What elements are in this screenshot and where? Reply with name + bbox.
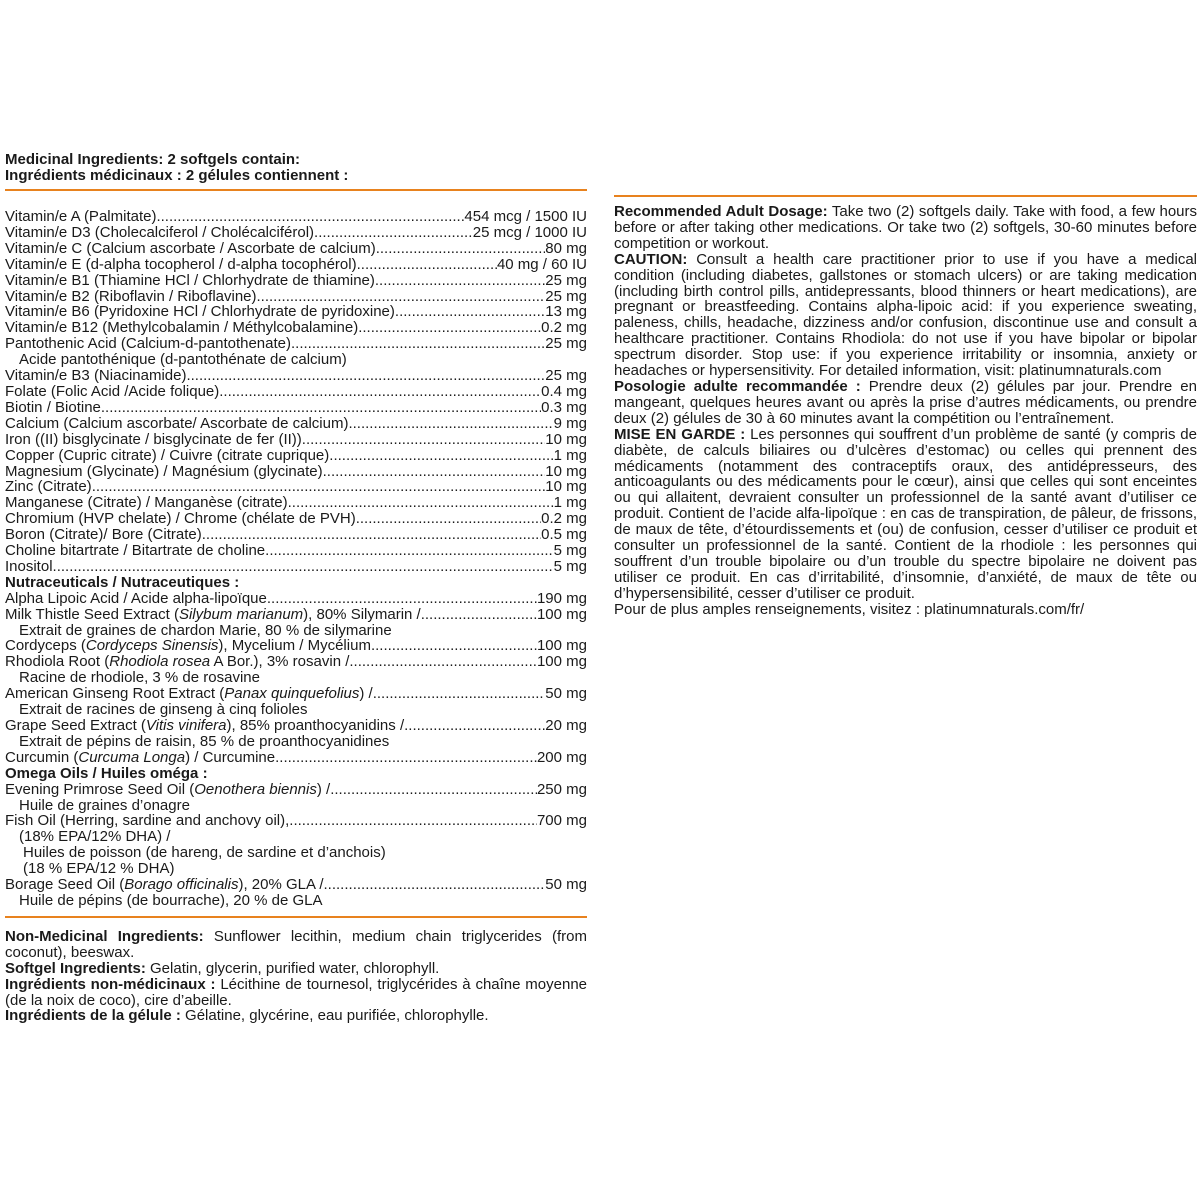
ingredient-name: Cordyceps (Cordyceps Sinensis), Mycelium / Mycélium <box>5 637 371 655</box>
omega-row <box>5 782 587 798</box>
leader-dots <box>156 209 464 225</box>
nutraceutical-row <box>5 686 587 702</box>
ingredient-name: Grape Seed Extract (Vitis vinifera), 85% proanthocyanidins / <box>5 717 405 734</box>
ingredient-amount: 100 mg <box>536 637 587 655</box>
ingredient-amount: 10 mg <box>545 430 587 448</box>
ingredient-list <box>5 209 587 575</box>
leader-dots <box>375 273 545 289</box>
ingredient-amount: 190 mg <box>536 589 587 607</box>
ingredient-name: Evening Primrose Seed Oil (Oenothera biennis) / <box>5 780 331 798</box>
omega-row <box>5 813 587 829</box>
nutraceuticals-heading: Nutraceuticals / Nutraceutiques : <box>5 573 240 591</box>
ingredient-row <box>5 511 587 527</box>
ingredient-row <box>5 527 587 543</box>
ingredient-name: Vitamin/e B2 (Riboflavin / Riboflavine) <box>5 287 257 305</box>
nutraceutical-row <box>5 750 587 766</box>
ingredient-name: Vitamin/e B3 (Niacinamide) <box>5 367 187 385</box>
ingredient-amount: 454 mcg / 1500 IU <box>464 208 587 225</box>
ingredients-column <box>5 152 587 1024</box>
caution-label: CAUTION: <box>614 250 688 268</box>
leader-dots <box>202 527 541 543</box>
leader-dots <box>101 400 541 416</box>
dosage-text: Take two (2) softgels daily. Take with food, a few hours before or after taking other medications. Or take two (2) softgels, 30-60 minutes before competition or workout. <box>614 203 1197 252</box>
caution-text: Consult a health care practitioner prior to use if you have a medical condition (including diabetes, gallstones or stomach ulcers) or are taking medication (including birth control pills, antidepressants, blood thinners or heart medications), are pregnant or breastfeeding. Contains alpha-lipoic acid: if you experience sweating, paleness, chills, headache, dizziness and/or confusion, discontinue use and consult a healthcare practitioner. Contains Rhodiola: do not use if you have bipolar or bipolar spectrum disorder. Stop use: if you experience irritability or insomnia, anxiety or headaches or hypersensitivity. For detailed information, visit: platinumnaturals.com <box>614 250 1197 380</box>
caution-label-fr: MISE EN GARDE : <box>614 425 746 443</box>
ingredient-row <box>5 559 587 575</box>
ingredient-amount: 9 mg <box>553 414 587 432</box>
leader-dots <box>376 241 546 257</box>
ingredient-amount: 200 mg <box>536 748 587 766</box>
ingredient-amount: 250 mg <box>536 780 587 798</box>
ingredient-amount: 50 mg <box>545 685 587 703</box>
non-medicinal-block <box>5 929 587 1024</box>
ingredient-name: Zinc (Citrate) <box>5 478 92 496</box>
ingredient-subline: Huile de pépins (de bourrache), 20 % de GLA <box>19 891 323 909</box>
caution-en <box>614 252 1197 379</box>
leader-dots <box>349 654 537 670</box>
leader-dots <box>314 225 473 241</box>
softgel-label-fr: Ingrédients de la gélule : <box>5 1007 181 1025</box>
leader-dots <box>323 464 546 480</box>
nutraceutical-row <box>5 638 587 654</box>
ingredient-name: Inositol <box>5 557 53 575</box>
leader-dots <box>329 448 553 464</box>
nutraceutical-row <box>5 654 587 670</box>
ingredient-amount: 10 mg <box>545 462 587 480</box>
leader-dots <box>288 495 554 511</box>
ingredient-amount: 25 mcg / 1000 IU <box>472 223 587 241</box>
leader-dots <box>53 559 554 575</box>
leader-dots <box>92 479 546 495</box>
ingredient-amount: 700 mg <box>536 812 587 830</box>
ingredient-row <box>5 543 587 559</box>
non-medicinal-fr <box>5 977 587 1009</box>
ingredient-subline: Extrait de pépins de raisin, 85 % de proanthocyanidines <box>19 732 390 750</box>
ingredient-amount: 100 mg <box>536 653 587 671</box>
softgel-ingredients-en <box>5 961 587 977</box>
ingredient-name: Vitamin/e D3 (Cholecalciferol / Cholécalciférol) <box>5 223 315 241</box>
ingredient-row <box>5 336 587 352</box>
ingredient-amount: 5 mg <box>553 557 587 575</box>
leader-dots <box>219 384 541 400</box>
leader-dots <box>371 638 537 654</box>
ingredient-name: Copper (Cupric citrate) / Cuivre (citrate cuprique) <box>5 446 330 464</box>
leader-dots <box>291 336 545 352</box>
ingredient-subline: (18% EPA/12% DHA) / <box>19 828 171 846</box>
ingredient-row <box>5 320 587 336</box>
leader-dots <box>404 718 545 734</box>
ingredient-subline: Extrait de racines de ginseng à cinq folioles <box>19 701 308 719</box>
nutraceutical-row <box>5 591 587 607</box>
ingredient-subline: Extrait de graines de chardon Marie, 80 % de silymarine <box>19 621 392 639</box>
dosage-text-fr: Prendre deux (2) gélules par jour. Prendre en mangeant, quelques heures avant ou après la prise d’autres médicaments, ou prendre deux (2) gélules de 30 à 60 minutes avant la compétition ou l’entraînement. <box>614 377 1197 427</box>
ingredient-amount: 25 mg <box>545 367 587 385</box>
ingredient-name: Iron ((II) bisglycinate / bisglycinate de fer (II)) <box>5 430 302 448</box>
medicinal-header-en: Medicinal Ingredients: 2 softgels contain: <box>5 151 301 168</box>
ingredient-row <box>5 304 587 320</box>
leader-dots <box>358 320 541 336</box>
medicinal-header-fr: Ingrédients médicinaux : 2 gélules contiennent : <box>5 167 349 184</box>
caution-text-fr: Les personnes qui souffrent d’un problème de santé (y compris de diabète, de calculs biliaires ou d’ulcères d’estomac) ou celles qui prennent des médicaments (notamment des contraceptifs oraux, des antidépresseurs, des anticoagulants ou des médicaments pour le cœur), ainsi que celles qui sont enceintes ou qui allaitent, devraient consulter un professionnel de la santé avant d’utiliser ce produit. Contient de l’acide alfa-lipoïque : en cas de transpiration, de pâleur, de frissons, de maux de tête, d’étourdissements et (ou) de confusion, cesser d’utiliser ce produit et consulter un professionnel de la santé. Contient de la rhodiole : les personnes qui souffrent d’un trouble bipolaire ou d’un trouble du spectre bipolaire ne doivent pas utiliser ce produit. En cas d’irritabilité, d’insomnie, d’anxiété, de maux de tête ou d’hypersensibilité, cesser d’utiliser ce produit. <box>614 425 1197 602</box>
nutraceutical-list <box>5 591 587 766</box>
ingredient-subline: (18 % EPA/12 % DHA) <box>23 860 175 878</box>
ingredient-row <box>5 479 587 495</box>
non-medicinal-en <box>5 929 587 961</box>
ingredient-amount: 80 mg <box>545 239 587 257</box>
ingredient-amount: 20 mg <box>545 717 587 734</box>
ingredient-amount: 1 mg <box>553 446 587 464</box>
non-medicinal-text: Sunflower lecithin, medium chain triglycerides (from coconut), beeswax. <box>5 927 587 961</box>
directions-column <box>614 195 1197 618</box>
non-medicinal-text-fr: Lécithine de tournesol, triglycérides à chaîne moyenne (de la noix de coco), cire d’abeille. <box>5 975 588 1009</box>
non-medicinal-label: Non-Medicinal Ingredients: <box>5 927 204 945</box>
ingredient-amount: 40 mg / 60 IU <box>496 255 587 273</box>
ingredient-row <box>5 432 587 448</box>
ingredient-name: Vitamin/e B12 (Methylcobalamin / Méthylcobalamine) <box>5 319 359 337</box>
leader-dots <box>356 511 541 527</box>
ingredient-name: Vitamin/e A (Palmitate) <box>5 208 157 225</box>
ingredient-amount: 100 mg <box>536 605 587 623</box>
leader-dots <box>373 686 546 702</box>
ingredient-amount: 13 mg <box>545 303 587 321</box>
leader-dots <box>186 368 545 384</box>
ingredient-name: Manganese (Citrate) / Manganèse (citrate) <box>5 494 288 512</box>
softgel-ingredients-fr <box>5 1008 587 1024</box>
nutraceutical-row <box>5 718 587 734</box>
ingredient-row <box>5 416 587 432</box>
omega-row <box>5 877 587 893</box>
ingredient-amount: 5 mg <box>553 542 587 560</box>
softgel-text: Gelatin, glycerin, purified water, chlorophyll. <box>145 959 440 977</box>
ingredient-name: Biotin / Biotine <box>5 398 101 416</box>
ingredient-row <box>5 464 587 480</box>
ingredient-subline: Racine de rhodiole, 3 % de rosavine <box>19 669 260 687</box>
dosage-en <box>614 204 1197 252</box>
leader-dots <box>357 257 497 273</box>
leader-dots <box>324 877 546 893</box>
orange-divider <box>5 916 587 918</box>
ingredient-name: Choline bitartrate / Bitartrate de choline <box>5 542 266 560</box>
omega-list <box>5 782 587 909</box>
ingredient-amount: 10 mg <box>545 478 587 496</box>
ingredient-row <box>5 384 587 400</box>
ingredient-amount: 1 mg <box>553 494 587 512</box>
ingredient-name: Chromium (HVP chelate) / Chrome (chélate de PVH) <box>5 510 356 528</box>
caution-fr <box>614 427 1197 602</box>
nutraceutical-row <box>5 607 587 623</box>
ingredient-row <box>5 400 587 416</box>
ingredient-name: Magnesium (Glycinate) / Magnésium (glycinate) <box>5 462 323 480</box>
directions-block <box>614 204 1197 618</box>
ingredient-name: Fish Oil (Herring, sardine and anchovy oil), <box>5 812 290 830</box>
ingredient-subline: Huile de graines d’onagre <box>19 796 190 814</box>
ingredient-row <box>5 257 587 273</box>
ingredient-subline: Huiles de poisson (de hareng, de sardine et d’anchois) <box>23 844 386 862</box>
ingredient-amount: 25 mg <box>545 287 587 305</box>
ingredient-amount: 25 mg <box>545 271 587 289</box>
ingredient-name: Vitamin/e E (d-alpha tocopherol / d-alpha tocophérol) <box>5 255 357 273</box>
ingredient-name: Curcumin (Curcuma Longa) / Curcumine <box>5 748 276 766</box>
ingredient-row <box>5 495 587 511</box>
ingredient-row <box>5 241 587 257</box>
dosage-fr <box>614 379 1197 427</box>
ingredient-name: Calcium (Calcium ascorbate/ Ascorbate de calcium) <box>5 414 349 432</box>
ingredient-amount: 0.5 mg <box>541 526 587 544</box>
leader-dots <box>265 543 553 559</box>
ingredient-name: American Ginseng Root Extract (Panax quinquefolius) / <box>5 685 373 703</box>
non-medicinal-label-fr: Ingrédients non-médicinaux : <box>5 975 216 993</box>
leader-dots <box>421 607 537 623</box>
ingredient-row <box>5 273 587 289</box>
leader-dots <box>275 750 537 766</box>
softgel-label: Softgel Ingredients: <box>5 959 146 977</box>
ingredient-row <box>5 448 587 464</box>
ingredient-name: Alpha Lipoic Acid / Acide alpha-lipoïque <box>5 589 267 607</box>
ingredient-amount: 0.2 mg <box>541 319 587 337</box>
ingredient-name: Folate (Folic Acid /Acide folique) <box>5 382 220 400</box>
ingredient-amount: 25 mg <box>545 335 587 353</box>
ingredient-name: Vitamin/e C (Calcium ascorbate / Ascorbate de calcium) <box>5 239 376 257</box>
ingredient-amount: 50 mg <box>545 876 587 894</box>
ingredient-row <box>5 225 587 241</box>
softgel-text-fr: Gélatine, glycérine, eau purifiée, chlorophylle. <box>180 1007 489 1025</box>
ingredient-amount: 0.2 mg <box>541 510 587 528</box>
ingredient-row <box>5 209 587 225</box>
ingredient-name: Vitamin/e B1 (Thiamine HCl / Chlorhydrate de thiamine) <box>5 271 375 289</box>
ingredient-amount: 0.4 mg <box>541 382 587 400</box>
leader-dots <box>302 432 546 448</box>
leader-dots <box>395 304 545 320</box>
leader-dots <box>267 591 537 607</box>
leader-dots <box>348 416 553 432</box>
omega-heading: Omega Oils / Huiles oméga : <box>5 764 208 782</box>
ingredient-subline: Acide pantothénique (d-pantothénate de calcium) <box>19 351 347 369</box>
more-info-fr: Pour de plus amples renseignements, visitez : platinumnaturals.com/fr/ <box>614 600 1085 618</box>
ingredient-name: Milk Thistle Seed Extract (Silybum marianum), 80% Silymarin / <box>5 605 421 623</box>
orange-divider <box>5 189 587 191</box>
leader-dots <box>289 813 537 829</box>
ingredient-name: Rhodiola Root (Rhodiola rosea A Bor.), 3% rosavin / <box>5 653 350 671</box>
leader-dots <box>330 782 537 798</box>
ingredient-name: Vitamin/e B6 (Pyridoxine HCl / Chlorhydrate de pyridoxine) <box>5 303 395 321</box>
orange-divider <box>614 195 1197 197</box>
ingredient-name: Boron (Citrate)/ Bore (Citrate) <box>5 526 202 544</box>
dosage-label: Recommended Adult Dosage: <box>614 203 828 220</box>
ingredient-name: Borage Seed Oil (Borago officinalis), 20% GLA / <box>5 876 324 894</box>
dosage-label-fr: Posologie adulte recommandée : <box>614 377 861 395</box>
ingredient-name: Pantothenic Acid (Calcium-d-pantothenate) <box>5 335 291 353</box>
leader-dots <box>257 289 546 305</box>
ingredient-row <box>5 368 587 384</box>
ingredient-amount: 0.3 mg <box>541 398 587 416</box>
ingredient-row <box>5 289 587 305</box>
